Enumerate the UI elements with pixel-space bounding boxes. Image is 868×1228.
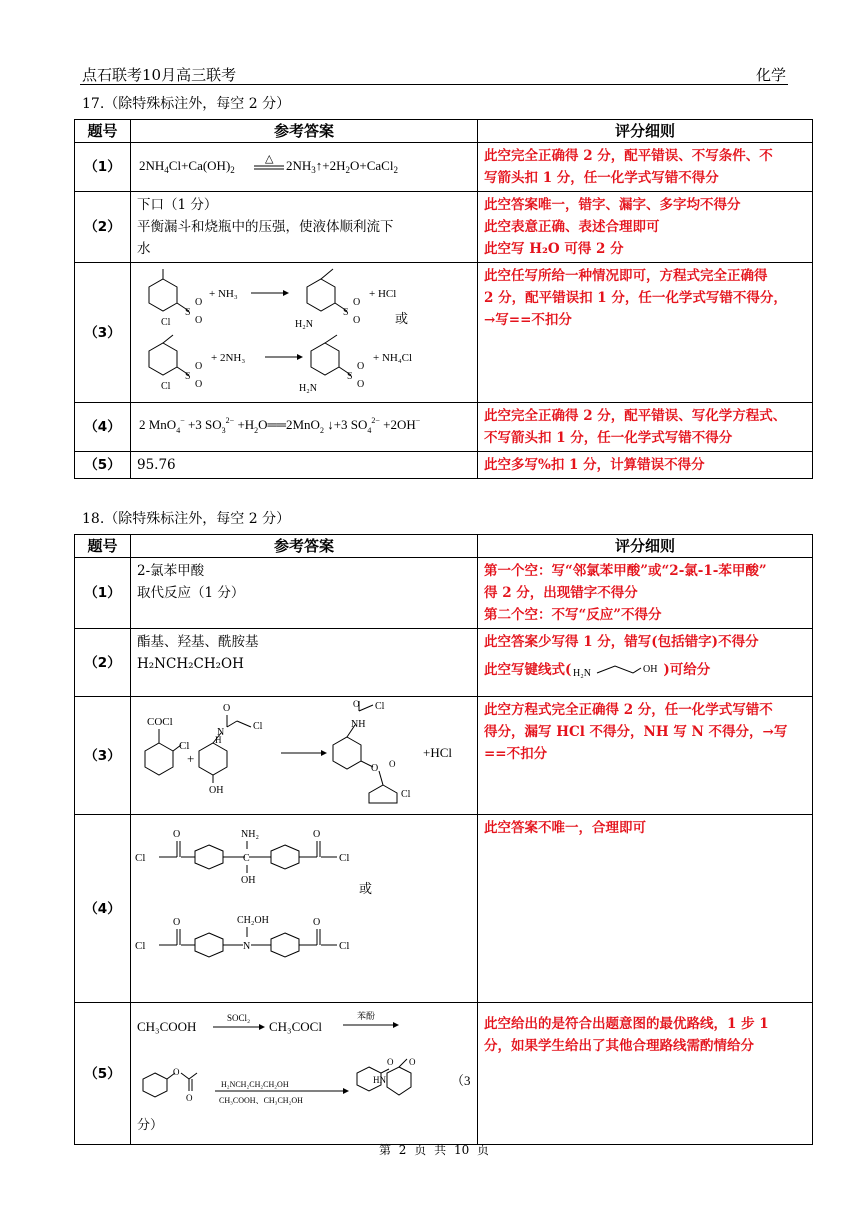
equation-18-3-structures <box>133 699 473 805</box>
svg-text:+: + <box>187 751 195 766</box>
table-row <box>75 629 813 697</box>
svg-text:O: O <box>173 917 181 928</box>
rule-cell: 此空答案不唯一，合理即可 <box>478 815 813 1003</box>
svg-text:S: S <box>185 307 191 318</box>
svg-text:或: 或 <box>359 881 373 896</box>
svg-text:O: O <box>357 361 365 372</box>
answer-cell <box>131 263 478 403</box>
col-header-answer: 参考答案 <box>131 535 478 558</box>
svg-text:NH₂: NH₂ <box>241 829 259 840</box>
svg-text:Cl: Cl <box>401 789 411 800</box>
svg-text:Cl: Cl <box>253 721 263 732</box>
svg-text:H: H <box>215 735 222 745</box>
rule-cell: 此空完全正确得 2 分，配平错误、不写条件、不 写箭头扣 1 分，任一化学式写错不得分 <box>478 143 813 192</box>
table-header-row <box>75 535 813 558</box>
svg-text:CH₂OH: CH₂OH <box>237 915 269 926</box>
svg-text:S: S <box>343 307 349 318</box>
svg-text:N: N <box>243 941 251 952</box>
table-row <box>75 558 813 629</box>
svg-text:O: O <box>353 699 360 709</box>
svg-text:Cl: Cl <box>135 940 146 952</box>
svg-text:O: O <box>173 1067 180 1077</box>
question-number: （1） <box>75 143 131 192</box>
svg-text:（3: （3 <box>451 1073 471 1088</box>
header-left: 点石联考10月高三联考 <box>82 66 237 84</box>
svg-text:+ NH₃: + NH₃ <box>209 288 238 300</box>
svg-text:或: 或 <box>395 311 409 326</box>
answer-cell: 95.76 <box>131 452 478 479</box>
col-header-no: 题号 <box>75 120 131 143</box>
svg-text:分）: 分） <box>137 1117 164 1132</box>
svg-text:HN: HN <box>373 1075 386 1085</box>
svg-text:N: N <box>217 727 225 738</box>
svg-text:O: O <box>389 759 396 769</box>
svg-text:O: O <box>173 829 181 840</box>
equation-17-3-structures <box>133 265 473 393</box>
svg-text:CH₃COCl: CH₃COCl <box>269 1019 322 1034</box>
rule-cell: 此空给出的是符合出题意图的最优路线，1 步 1 分，如果学生给出了其他合理路线需酌情给分 <box>478 1003 813 1145</box>
svg-text:+ NH₄Cl: + NH₄Cl <box>373 352 413 364</box>
svg-text:O: O <box>371 763 379 774</box>
svg-text:COCl: COCl <box>147 716 173 728</box>
rule-cell: 此空完全正确得 2 分，配平错误、写化学方程式、 不写箭头扣 1 分，任一化学式写错不得分 <box>478 403 813 452</box>
svg-text:OH: OH <box>643 663 658 675</box>
svg-text:CH₃COOH、CH₃CH₂OH: CH₃COOH、CH₃CH₂OH <box>219 1096 303 1105</box>
svg-text:O: O <box>313 829 321 840</box>
svg-text:Cl: Cl <box>375 701 385 712</box>
svg-text:O: O <box>195 379 203 390</box>
svg-text:2 MnO4− +3 SO32− +H2O══2MnO2 ↓: 2 MnO$_4$− +3 $SO_3^{2-}$ $+H_2O══2MnO_2$ ↓+3 $SO_4^{2-} +2OH^-$ <box>139 415 421 435</box>
svg-text:O: O <box>409 1057 416 1067</box>
table-row <box>75 143 813 192</box>
svg-text:O: O <box>353 315 361 326</box>
svg-text:O: O <box>387 1057 394 1067</box>
sulfonyl-chloride-structure <box>149 269 189 311</box>
svg-text:+ 2NH₃: + 2NH₃ <box>211 352 246 364</box>
svg-text:O: O <box>195 297 203 308</box>
header-divider <box>80 84 788 85</box>
table-row <box>75 192 813 263</box>
table-header-row <box>75 120 813 143</box>
table-row <box>75 263 813 403</box>
table-row <box>75 452 813 479</box>
question-number: （4） <box>75 403 131 452</box>
question-number: （2） <box>75 629 131 697</box>
svg-text:OH: OH <box>241 875 256 886</box>
svg-text:H₂N: H₂N <box>295 319 313 330</box>
answer-cell: 下口（1 分） 平衡漏斗和烧瓶中的压强，使液体顺利流下 水 <box>131 192 478 263</box>
table-row <box>75 403 813 452</box>
answer-table-18 <box>74 534 813 1145</box>
svg-text:H₂N: H₂N <box>573 667 592 679</box>
svg-text:2NH3↑+2H2O+CaCl2: $2NH_3↑+2H_2O+CaCl_2$ <box>286 157 398 175</box>
answer-cell <box>131 697 478 815</box>
question-number: （1） <box>75 558 131 629</box>
page-total: 10 <box>453 1143 470 1157</box>
question-number: （3） <box>75 697 131 815</box>
answer-cell <box>131 815 478 1003</box>
svg-text:Cl: Cl <box>339 940 350 952</box>
table-row <box>75 697 813 815</box>
svg-text:Cl: Cl <box>339 852 350 864</box>
answer-cell: 2-氯苯甲酸 取代反应（1 分） <box>131 558 478 629</box>
header-subject: 化学 <box>755 66 786 84</box>
svg-text:H₂N: H₂N <box>299 383 317 393</box>
col-header-rule: 评分细则 <box>478 535 813 558</box>
rule-cell: 此空任写所给一种情况即可，方程式完全正确得 2 分，配平错误扣 1 分，任一化学式写错不得分， →写==不扣分 <box>478 263 813 403</box>
svg-text:O: O <box>195 361 203 372</box>
rule-cell: 此空答案唯一，错字、漏字、多字均不得分 此空表意正确、表述合理即可 此空写 H₂O 可得 2 分 <box>478 192 813 263</box>
rule-cell: 此空多写%扣 1 分，计算错误不得分 <box>478 452 813 479</box>
page-number: 2 <box>398 1143 407 1157</box>
question-number: （4） <box>75 815 131 1003</box>
svg-text:O: O <box>223 703 231 714</box>
equation-17-4 <box>137 411 467 437</box>
svg-text:O: O <box>186 1093 193 1103</box>
question-number: （5） <box>75 1003 131 1145</box>
answer-cell <box>131 1003 478 1145</box>
svg-text:O: O <box>353 297 361 308</box>
table-row <box>75 1003 813 1145</box>
svg-text:O: O <box>313 917 321 928</box>
svg-text:CH₃COOH: CH₃COOH <box>137 1019 197 1034</box>
table-row <box>75 815 813 1003</box>
svg-text:苯酚: 苯酚 <box>357 1011 376 1021</box>
question-number: （5） <box>75 452 131 479</box>
section-18-title: 18.（除特殊标注外，每空 2 分） <box>82 511 291 527</box>
svg-text:S: S <box>347 371 353 382</box>
page-footer: 第 2 页 共 10 页 <box>378 1143 490 1157</box>
equation-18-4-structures <box>133 817 473 993</box>
svg-text:O: O <box>357 379 365 390</box>
svg-text:C: C <box>243 853 250 864</box>
svg-text:OH: OH <box>209 785 224 796</box>
skeletal-formula-icon <box>571 660 663 682</box>
rule-cell: 此空答案少写得 1 分，错写(包括错字)不得分 此空写键线式( H₂N OH )可给分 <box>478 629 813 697</box>
section-17-title: 17.（除特殊标注外，每空 2 分） <box>82 96 291 112</box>
col-header-rule: 评分细则 <box>478 120 813 143</box>
svg-text:△: △ <box>265 152 274 165</box>
answer-cell <box>131 403 478 452</box>
rule-cell: 第一个空：写“邻氯苯甲酸”或“2-氯-1-苯甲酸” 得 2 分，出现错字不得分 第二个空：不写“反应”不得分 <box>478 558 813 629</box>
synthesis-route <box>133 1005 473 1135</box>
answer-cell: 酯基、羟基、酰胺基 H₂NCH₂CH₂OH <box>131 629 478 697</box>
svg-text:+HCl: +HCl <box>423 745 453 760</box>
col-header-answer: 参考答案 <box>131 120 478 143</box>
answer-cell <box>131 143 478 192</box>
equation-17-1 <box>137 150 437 178</box>
svg-text:Cl: Cl <box>161 317 171 328</box>
col-header-no: 题号 <box>75 535 131 558</box>
rule-cell: 此空方程式完全正确得 2 分，任一化学式写错不 得分，漏写 HCl 不得分，NH 写 N 不得分，→写 ==不扣分 <box>478 697 813 815</box>
svg-text:Cl: Cl <box>161 381 171 392</box>
svg-text:+ HCl: + HCl <box>369 288 397 300</box>
svg-text:S: S <box>185 371 191 382</box>
svg-text:Cl: Cl <box>179 740 190 752</box>
svg-text:Cl: Cl <box>135 852 146 864</box>
question-number: （3） <box>75 263 131 403</box>
svg-text:H₂NCH₂CH₂CH₂OH: H₂NCH₂CH₂CH₂OH <box>221 1080 289 1089</box>
svg-text:2NH4Cl+Ca(OH)2: $2NH_4Cl+Ca(OH)_2$ <box>139 157 235 175</box>
answer-table-17 <box>74 119 813 479</box>
svg-text:SOCl₂: SOCl₂ <box>227 1013 251 1023</box>
svg-text:O: O <box>195 315 203 326</box>
question-number: （2） <box>75 192 131 263</box>
svg-text:NH: NH <box>351 719 366 730</box>
